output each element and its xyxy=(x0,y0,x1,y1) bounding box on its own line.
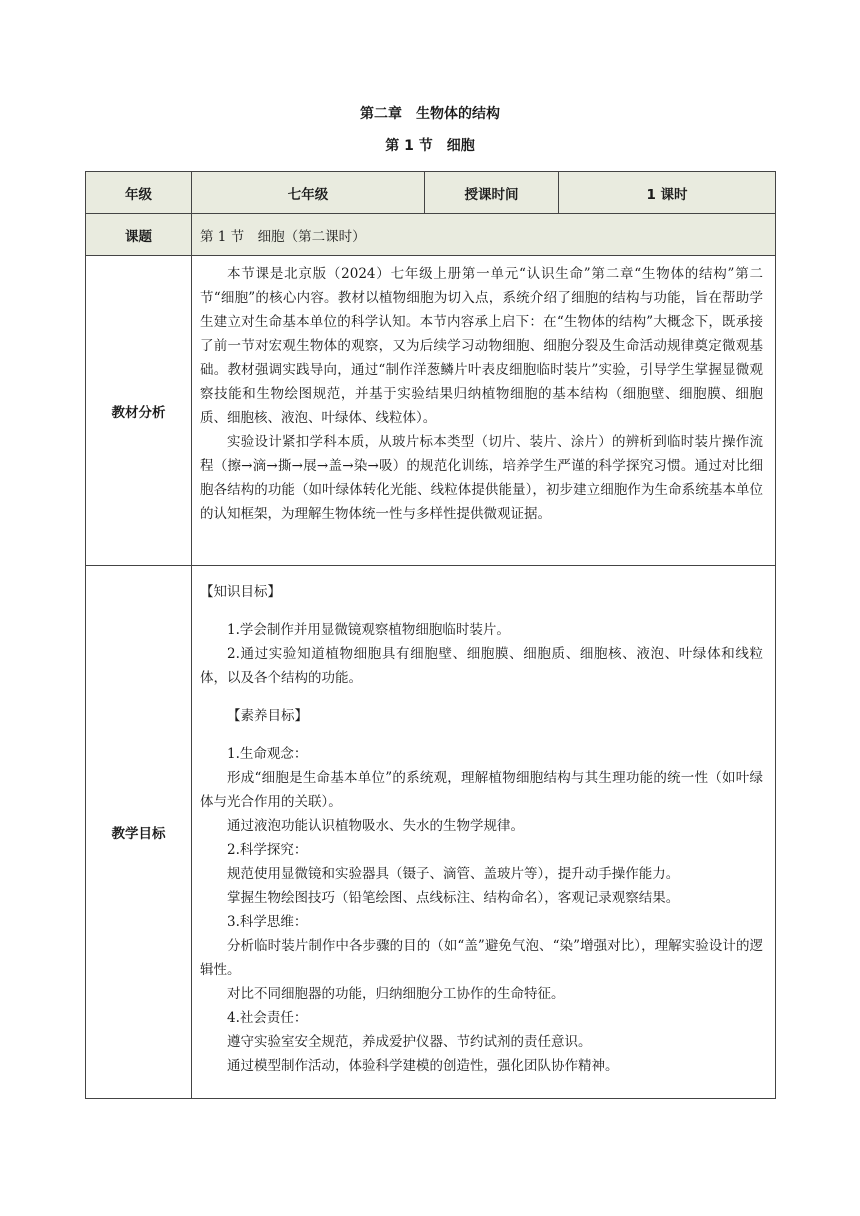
grade-label: 年级 xyxy=(86,172,192,214)
goals-label: 教学目标 xyxy=(86,566,192,1099)
goals-row xyxy=(86,566,776,1099)
literacy-item: 3.科学思维： xyxy=(227,914,308,930)
spacer xyxy=(200,1078,763,1088)
grade-value: 七年级 xyxy=(192,172,425,214)
analysis-row xyxy=(86,256,776,566)
grade-row xyxy=(86,172,776,214)
knowledge-item: 2.通过实验知道植物细胞具有细胞壁、细胞膜、细胞质、细胞核、液泡、叶绿体和线粒体，以及各个结构的功能。 xyxy=(200,646,763,686)
time-value: 1 课时 xyxy=(559,172,776,214)
literacy-item: 通过液泡功能认识植物吸水、失水的生物学规律。 xyxy=(227,818,524,834)
document-header xyxy=(0,100,860,156)
chapter-title: 第二章 生物体的结构 xyxy=(360,106,500,122)
section-title: 第 1 节 细胞 xyxy=(385,138,475,154)
literacy-item: 通过模型制作活动，体验科学建模的创造性，强化团队协作精神。 xyxy=(227,1058,619,1074)
topic-value: 第 1 节 细胞（第二课时） xyxy=(192,214,776,256)
literacy-item: 遵守实验室安全规范，养成爱护仪器、节约试剂的责任意识。 xyxy=(227,1034,592,1050)
literacy-heading: 【素养目标】 xyxy=(227,708,308,724)
literacy-item: 掌握生物绘图技巧（铅笔绘图、点线标注、结构命名），客观记录观察结果。 xyxy=(227,890,680,906)
analysis-paragraph: 本节课是北京版（2024）七年级上册第一单元“认识生命”第二章“生物体的结构”第二节“细胞”的核心内容。教材以植物细胞为切入点，系统介绍了细胞的结构与功能，旨在帮助学生建立对生命基本单位的科学认知。本节内容承上启下：在“生物体的结构”大概念下，既承接了前一节对宏观生物体的观察，又为后续学习动物细胞、细胞分裂及生命活动规律奠定微观基础。教材强调实践导向，通过“制作洋葱鳞片叶表皮细胞临时装片”实验，引导学生掌握显微观察技能和生物绘图规范，并基于实验结果归纳植物细胞的基本结构（细胞壁、细胞膜、细胞质、细胞核、液泡、叶绿体、线粒体）。 xyxy=(200,266,763,426)
knowledge-item: 1.学会制作并用显微镜观察植物细胞临时装片。 xyxy=(227,622,510,638)
topic-row xyxy=(86,214,776,256)
literacy-item: 形成“细胞是生命基本单位”的系统观，理解植物细胞结构与其生理功能的统一性（如叶绿体与光合作用的关联）。 xyxy=(200,770,763,810)
literacy-item: 规范使用显微镜和实验器具（镊子、滴管、盖玻片等），提升动手操作能力。 xyxy=(227,866,680,882)
topic-label: 课题 xyxy=(86,214,192,256)
literacy-item: 1.生命观念： xyxy=(227,746,308,762)
lesson-plan-table xyxy=(85,171,776,1099)
analysis-content xyxy=(192,256,776,566)
literacy-item: 4.社会责任： xyxy=(227,1010,308,1026)
time-label: 授课时间 xyxy=(425,172,559,214)
literacy-item: 分析临时装片制作中各步骤的目的（如“盖”避免气泡、“染”增强对比），理解实验设计的逻辑性。 xyxy=(200,938,763,978)
literacy-item: 2.科学探究： xyxy=(227,842,308,858)
analysis-label: 教材分析 xyxy=(86,256,192,566)
knowledge-heading: 【知识目标】 xyxy=(200,584,281,600)
goals-content xyxy=(192,566,776,1099)
analysis-paragraph: 实验设计紧扣学科本质，从玻片标本类型（切片、装片、涂片）的辨析到临时装片操作流程（擦→滴→撕→展→盖→染→吸）的规范化训练，培养学生严谨的科学探究习惯。通过对比细胞各结构的功能（如叶绿体转化光能、线粒体提供能量），初步建立细胞作为生命系统基本单位的认知框架，为理解生物体统一性与多样性提供微观证据。 xyxy=(200,434,763,522)
literacy-item: 对比不同细胞器的功能，归纳细胞分工协作的生命特征。 xyxy=(227,986,565,1002)
